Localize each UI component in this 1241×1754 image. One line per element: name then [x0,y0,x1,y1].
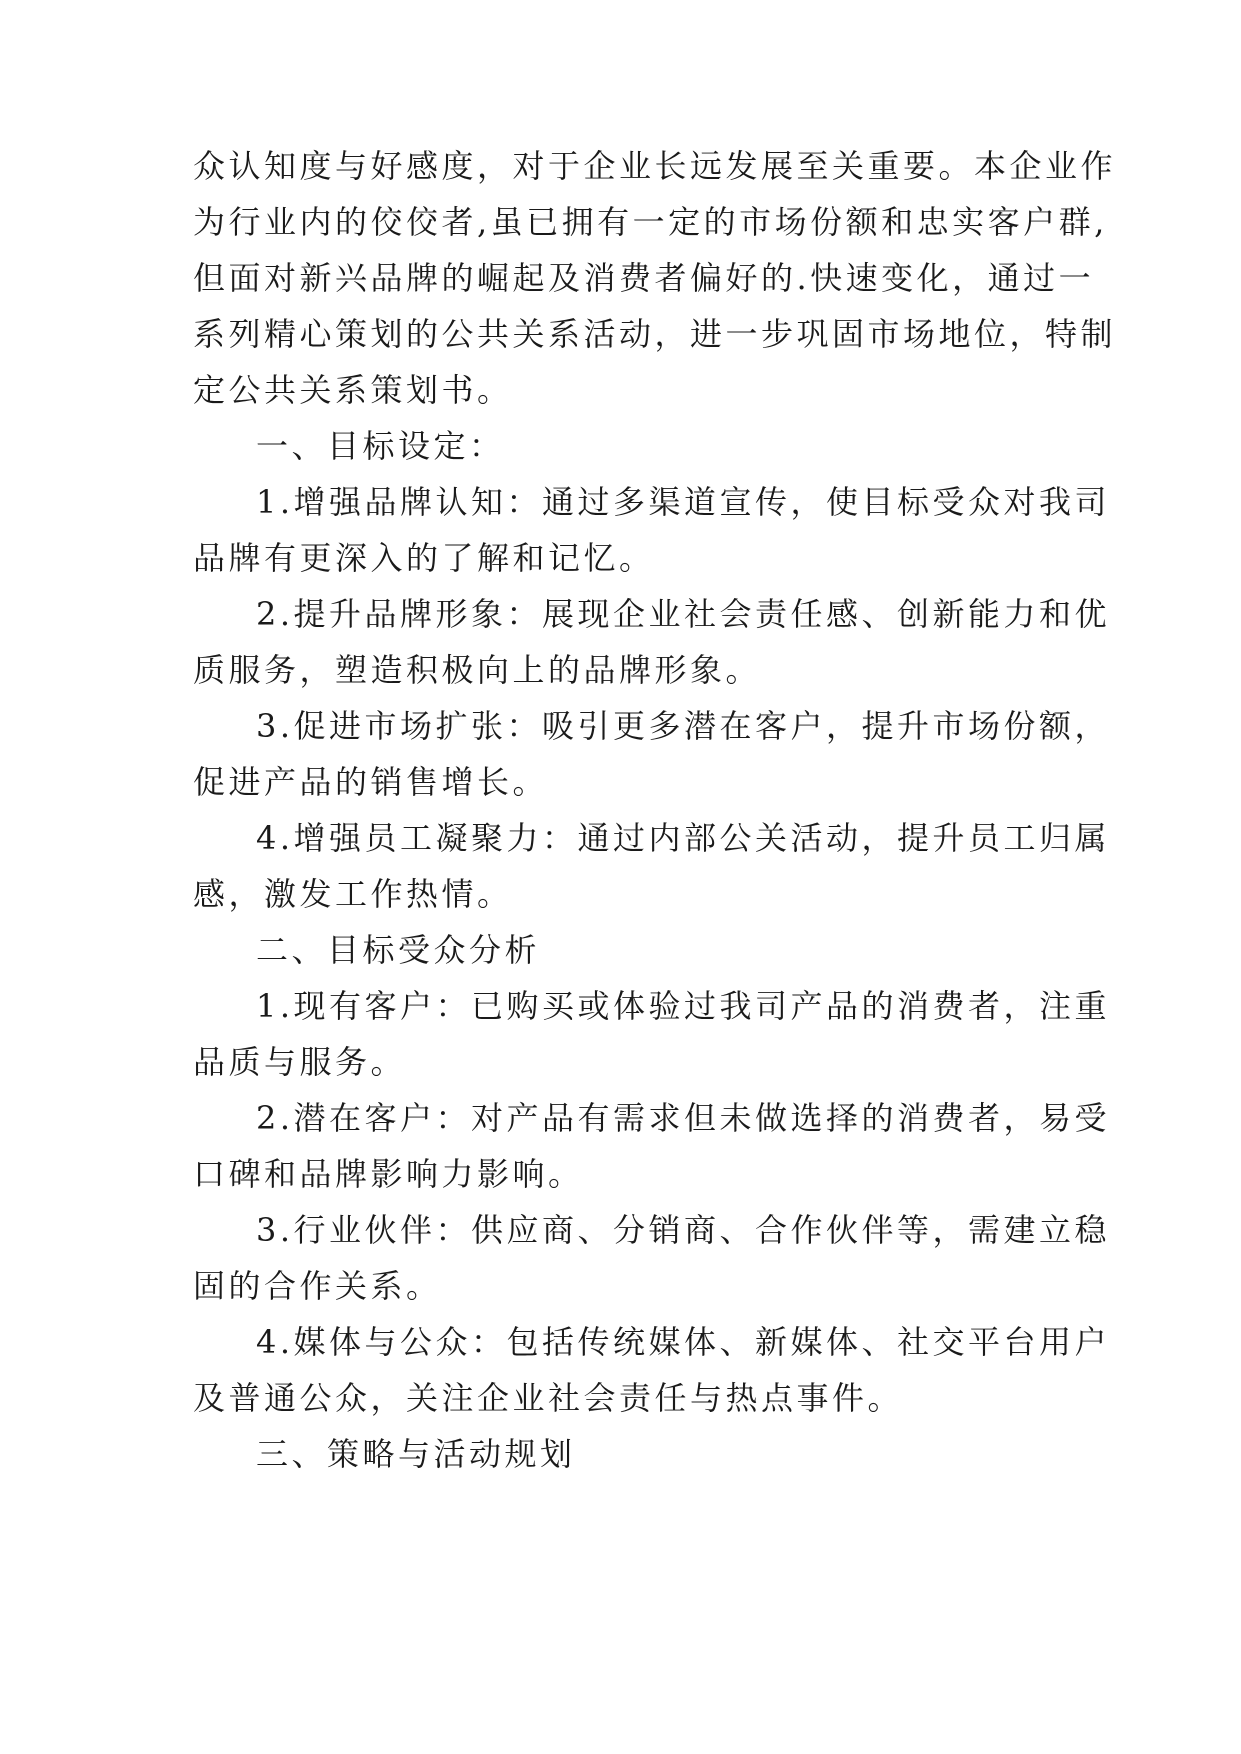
list-item-line: 品质与服务。 [193,1043,407,1081]
list-item-line: 4.媒体与公众：包括传统媒体、新媒体、社交平台用户 [256,1323,1111,1361]
list-item-line: 2.提升品牌形象：展现企业社会责任感、创新能力和优 [256,595,1111,633]
list-item-line: 4.增强员工凝聚力：通过内部公关活动，提升员工归属 [256,819,1111,857]
list-item-line: 固的合作关系。 [193,1267,442,1305]
list-item-line: 质服务，塑造积极向上的品牌形象。 [193,651,762,689]
list-item-line: 1.现有客户：已购买或体验过我司产品的消费者，注重 [256,987,1111,1025]
list-item-line: 口碑和品牌影响力影响。 [193,1155,584,1193]
paragraph-line: 但面对新兴品牌的崛起及消费者偏好的.快速变化，通过一 [193,259,1095,297]
list-item-line: 促进产品的销售增长。 [193,763,549,801]
paragraph-line: 定公共关系策划书。 [193,371,513,409]
list-item-line: 2.潜在客户：对产品有需求但未做选择的消费者，易受 [256,1099,1111,1137]
list-item-line: 感，激发工作热情。 [193,875,513,913]
section-heading: 一、目标设定： [256,427,505,465]
list-item-line: 品牌有更深入的了解和记忆。 [193,539,655,577]
list-item-line: 3.行业伙伴：供应商、分销商、合作伙伴等，需建立稳 [256,1211,1111,1249]
section-heading: 三、策略与活动规划 [256,1435,576,1473]
section-heading: 二、目标受众分析 [256,931,541,969]
paragraph-line: 众认知度与好感度，对于企业长远发展至关重要。本企业作 [193,147,1117,185]
list-item-line: 及普通公众，关注企业社会责任与热点事件。 [193,1379,904,1417]
list-item-line: 1.增强品牌认知：通过多渠道宣传，使目标受众对我司 [256,483,1111,521]
paragraph-line: 为行业内的佼佼者,虽已拥有一定的市场份额和忠实客户群, [193,203,1108,241]
paragraph-line: 系列精心策划的公共关系活动，进一步巩固市场地位，特制 [193,315,1117,353]
list-item-line: 3.促进市场扩张：吸引更多潜在客户，提升市场份额， [256,707,1111,745]
